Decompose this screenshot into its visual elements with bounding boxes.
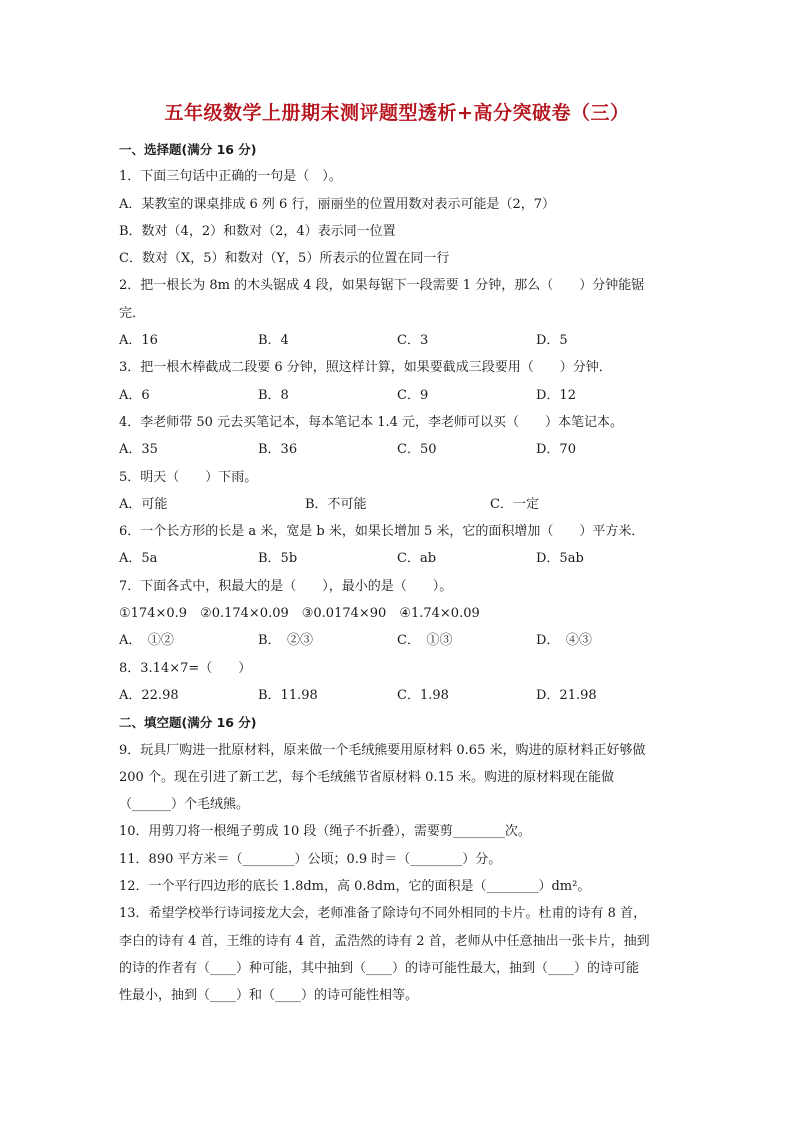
question-2-options — [119, 327, 679, 354]
option-a: A．5a — [119, 551, 158, 567]
option-b: B．不可能 — [305, 496, 367, 512]
section-heading-choice: 一、选择题(满分 16 分) — [119, 142, 257, 157]
question-4-options — [119, 436, 679, 463]
option-c: C．ab — [397, 551, 437, 567]
option-c: C．50 — [397, 442, 437, 458]
option-d: D．5 — [536, 333, 568, 349]
question-9-line-3: （______）个毛绒熊。 — [119, 797, 250, 813]
question-4-stem: 4．李老师带 50 元去买笔记本，每本笔记本 1.4 元，李老师可以买（ ）本笔记本。 — [119, 414, 624, 430]
question-6-stem: 6．一个长方形的长是 a 米，宽是 b 米，如果长增加 5 米，它的面积增加（ ）平方米． — [119, 524, 645, 540]
question-7-options — [119, 627, 679, 654]
option-c: C．一定 — [490, 496, 539, 512]
exam-content — [119, 136, 679, 1010]
question-3-stem: 3．把一根木棒截成二段要 6 分钟，照这样计算，如果要截成三段要用（ ）分钟． — [119, 360, 612, 376]
option-a: A．16 — [119, 333, 158, 349]
page-title: 五年级数学上册期末测评题型透析+高分突破卷（三） — [164, 102, 630, 124]
question-9-line-2: 200 个。现在引进了新工艺，每个毛绒熊节省原材料 0.15 米。购进的原材料现在能做 — [119, 769, 615, 785]
option-a: A． ①② — [119, 633, 174, 649]
question-8-stem: 8．3.14×7=（ ） — [119, 660, 252, 676]
question-13-line-2: 李白的诗有 4 首，王维的诗有 4 首，孟浩然的诗有 2 首，老师从中任意抽出一张卡片，抽到 — [119, 933, 650, 949]
question-9-line-1: 9．玩具厂购进一批原材料，原来做一个毛绒熊要用原材料 0.65 米，购进的原材料正好够做 — [119, 742, 646, 758]
option-c: C．9 — [397, 387, 429, 403]
question-1-option-a: A．某教室的课桌排成 6 列 6 行，丽丽坐的位置用数对表示可能是（2，7） — [119, 196, 556, 212]
option-d: D．12 — [536, 387, 576, 403]
option-d: D．21.98 — [536, 687, 597, 703]
option-b: B．4 — [258, 333, 289, 349]
question-2-stem: 2．把一根长为 8m 的木头锯成 4 段，如果每锯下一段需要 1 分钟，那么（ ）分钟能锯 — [119, 278, 645, 294]
question-10: 10．用剪刀将一根绳子剪成 10 段（绳子不折叠），需要剪________次。 — [119, 824, 531, 840]
question-8-options — [119, 682, 679, 709]
question-6-options — [119, 545, 679, 572]
option-b: B． ②③ — [258, 633, 314, 649]
question-1-option-c: C．数对（X，5）和数对（Y，5）所表示的位置在同一行 — [119, 251, 450, 267]
question-13-line-4: 性最小，抽到（____）和（____）的诗可能性相等。 — [119, 988, 419, 1004]
option-d: D．5ab — [536, 551, 584, 567]
question-3-options — [119, 382, 679, 409]
option-b: B．5b — [258, 551, 298, 567]
question-7-stem: 7．下面各式中，积最大的是（ ），最小的是（ ）。 — [119, 578, 453, 594]
question-11: 11．890 平方米＝（________）公顷；0.9 时＝（________）分。 — [119, 851, 502, 867]
option-c: C．1.98 — [397, 687, 449, 703]
question-2-stem-continued: 完． — [119, 305, 146, 321]
question-13-line-1: 13．希望学校举行诗词接龙大会，老师准备了除诗句不同外相同的卡片。杜甫的诗有 8 首， — [119, 906, 647, 922]
option-b: B．36 — [258, 442, 298, 458]
question-1-option-b: B．数对（4，2）和数对（2，4）表示同一位置 — [119, 223, 396, 239]
question-12: 12．一个平行四边形的底长 1.8dm，高 0.8dm，它的面积是（________）dm²。 — [119, 879, 591, 895]
section-heading-fill-in: 二、填空题(满分 16 分) — [119, 715, 257, 731]
option-c: C．3 — [397, 333, 429, 349]
question-5-options — [119, 491, 679, 518]
question-13-line-3: 的诗的作者有（____）种可能，其中抽到（____）的诗可能性最大，抽到（____）的诗可能 — [119, 960, 640, 976]
option-a: A．22.98 — [119, 687, 179, 703]
option-d: D．70 — [536, 442, 576, 458]
option-c: C． ①③ — [397, 633, 453, 649]
option-d: D． ④③ — [536, 633, 592, 649]
question-5-stem: 5．明天（ ）下雨。 — [119, 469, 258, 485]
option-a: A．35 — [119, 442, 158, 458]
question-1-stem: 1．下面三句话中正确的一句是（ ）。 — [119, 169, 342, 185]
option-a: A．可能 — [119, 496, 168, 512]
option-b: B．11.98 — [258, 687, 318, 703]
question-7-expressions: ①174×0.9 ②0.174×0.09 ③0.0174×90 ④1.74×0.09 — [119, 606, 480, 622]
option-a: A．6 — [119, 387, 150, 403]
option-b: B．8 — [258, 387, 289, 403]
